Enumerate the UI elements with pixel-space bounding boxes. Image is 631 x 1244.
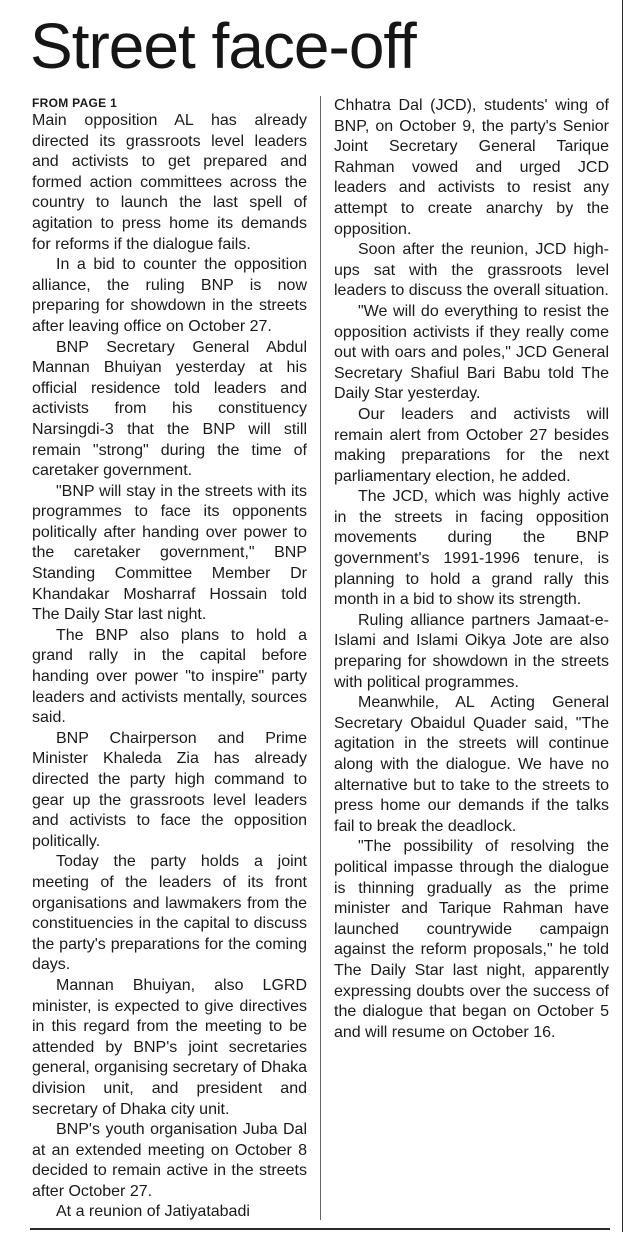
paragraph: Chhatra Dal (JCD), students' wing of BNP, on October 9, the party's Senior Joint Secretary General Tarique Rahman vowed and urged JCD leaders and activists to resist any attempt to create anarchy by the opposition.: [334, 97, 609, 238]
paragraph: Meanwhile, AL Acting General Secretary Obaidul Quader said, "The agitation in the streets will continue along with the dialogue. We have no alternative but to take to the streets to press home our demands if the talks fail to break the deadlock.: [334, 694, 609, 835]
paragraph: Main opposition AL has already directed its grassroots level leaders and activists to get prepared and formed action committees across the country to launch the last spell of agitation to press home its demands for reforms if the dialogue fails.: [32, 112, 307, 253]
paragraph: BNP Chairperson and Prime Minister Khaleda Zia has already directed the party high command to gear up the grassroots level leaders and activists to face the opposition politically.: [32, 729, 307, 850]
paragraph: "The possibility of resolving the political impasse through the dialogue is thinning gradually as the prime minister and Tarique Rahman have launched countrywide campaign against the reform proposals," he told The Daily Star last night, apparently expressing doubts over the success of the dialogue that began on October 5 and will resume on October 16.: [334, 838, 609, 1041]
paragraph: Mannan Bhuiyan, also LGRD minister, is expected to give directives in this regard from the meeting to be attended by BNP's joint secretaries general, organising secretary of Dhaka division unit, and president and secretary of Dhaka city unit.: [32, 976, 307, 1118]
article-column-right: [334, 96, 609, 1043]
paragraph: At a reunion of Jatiyatabadi: [56, 1203, 250, 1221]
paragraph: BNP's youth organisation Juba Dal at an extended meeting on October 8 decided to remain active in the streets after October 27.: [32, 1121, 307, 1200]
article-column-left: [32, 96, 307, 1223]
paragraph: Soon after the reunion, JCD high-ups sat with the grassroots level leaders to discuss the overall situation.: [334, 241, 609, 300]
kicker-from-page-1: FROM PAGE 1: [32, 96, 118, 110]
right-border-rule: [622, 0, 623, 1232]
paragraph: "We will do everything to resist the opposition activists if they really come out with oars and poles," JCD General Secretary Shafiul Bari Babu told The Daily Star yesterday.: [334, 302, 609, 403]
paragraph: The BNP also plans to hold a grand rally in the capital before handing over power "to inspire" party leaders and activists mentally, sources said.: [32, 626, 307, 727]
paragraph: Ruling alliance partners Jamaat-e-Islami and Islami Oikya Jote are also preparing for showdown in the streets with political programmes.: [334, 611, 609, 691]
paragraph: "BNP will stay in the streets with its programmes to face its opponents politically after handing over power to the caretaker government," BNP Standing Committee Member Dr Khandakar Mosharraf Hossain told The Daily Star last night.: [32, 482, 307, 624]
paragraph: The JCD, which was highly active in the streets in facing opposition movements during the BNP government's 1991-1996 tenure, is planning to hold a grand rally this month in a bid to show its strength.: [334, 488, 609, 609]
headline: Street face-off: [30, 10, 416, 82]
column-divider: [320, 96, 321, 1220]
paragraph: Today the party holds a joint meeting of the leaders of its front organisations and lawmakers from the constituencies in the capital to discuss the party's preparations for the coming days.: [32, 853, 307, 974]
paragraph: In a bid to counter the opposition alliance, the ruling BNP is now preparing for showdown in the streets after leaving office on October 27.: [32, 256, 307, 335]
paragraph: BNP Secretary General Abdul Mannan Bhuiyan yesterday at his official residence told leaders and activists from his constituency Narsingdi-3 that the BNP will still remain "strong" during the time of caretaker government.: [32, 338, 307, 480]
paragraph: Our leaders and activists will remain alert from October 27 besides making preparations for the next parliamentary election, he added.: [334, 405, 609, 485]
bottom-border-rule: [30, 1228, 610, 1230]
